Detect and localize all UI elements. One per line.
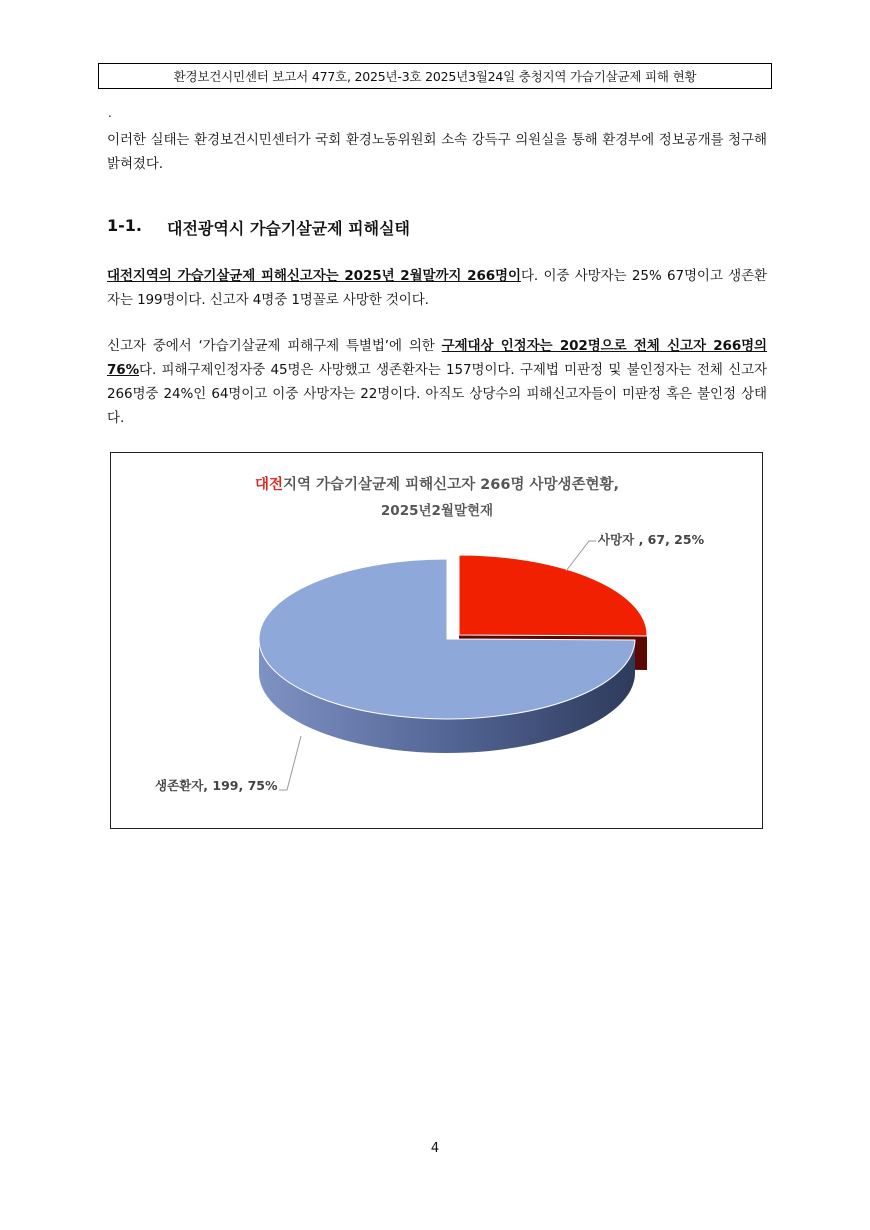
slice-label-deceased: 사망자 , 67, 25% — [598, 532, 705, 547]
paragraph-recognized — [107, 334, 767, 430]
leader-line-survivors — [279, 736, 301, 790]
report-header — [98, 63, 772, 89]
pie-chart-frame — [110, 452, 763, 829]
page-number: 4 — [430, 1141, 440, 1156]
pie-slice-0 — [459, 555, 647, 636]
chart-subtitle: 2025년2월말현재 — [380, 503, 494, 519]
paragraph-reporters-highlight: 대전지역의 가습기살균제 피해신고자는 2025년 2월말까지 266명이 — [107, 268, 521, 284]
pie-chart — [111, 453, 764, 830]
paragraph-recognized-text: 다. 피해구제인정자중 45명은 사망했고 생존환자는 157명이다. 구제법 미판정 및 불인정자는 전체 신고자 266명중 24%인 64명이고 이중 사망자는 22명이다. 아직도 상당수의 피해신고자들이 미판정 혹은 불인정 상태다. — [107, 362, 767, 426]
paragraph-recognized-highlight: 구제대상 인정자는 202명으로 전체 신고자 266명의 76% — [107, 338, 768, 378]
section-title: 대전광역시 가습기살균제 피해실태 — [167, 219, 410, 238]
slice-label-survivors: 생존환자, 199, 75% — [155, 778, 278, 793]
paragraph-reporters-text: 다. 이중 사망자는 25% 67명이고 생존환자는 199명이다. 신고자 4명중 1명꼴로 사망한 것이다. — [107, 268, 767, 308]
leader-line-deceased — [566, 541, 596, 571]
section-number: 1-1. — [107, 216, 142, 235]
paragraph-recognized-intro: 신고자 중에서 ‘가습기살균제 피해구제 특별법’에 의한 — [107, 338, 442, 354]
intro-text: 이러한 실태는 환경보건시민센터가 국회 환경노동위원회 소속 강득구 의원실을 통해 환경부에 정보공개를 청구해 밝혀졌다. — [107, 132, 767, 172]
chart-title — [255, 475, 619, 493]
chart-title-rest: 지역 가습기살균제 피해신고자 266명 사망생존현황, — [282, 477, 620, 493]
report-header-text: 환경보건시민센터 보고서 477호, 2025년-3호 2025년3월24일 충청지역 가습기살균제 피해 현황 — [173, 69, 697, 84]
top-marker: . — [108, 106, 112, 120]
paragraph-reporters — [107, 264, 767, 312]
intro-paragraph — [107, 128, 767, 176]
chart-title-highlight: 대전 — [254, 477, 283, 493]
section-heading — [107, 216, 410, 239]
